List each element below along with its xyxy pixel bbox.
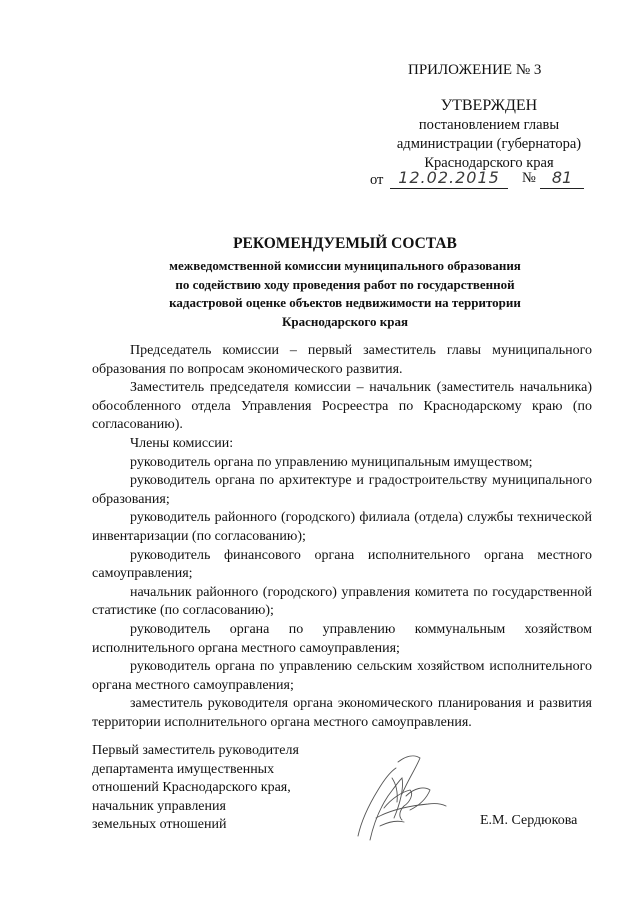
date-number-line	[370, 166, 600, 192]
member-item: руководитель органа по архитектуре и градостроительству муниципального образования;	[92, 473, 592, 507]
member-item: начальник районного (городского) управления комитета по государственной статистике (по согласованию);	[92, 584, 592, 619]
member-item: руководитель районного (городского) филиала (отдела) службы технической инвентаризации (по согласованию);	[92, 510, 592, 544]
heading-subtitle-line: кадастровой оценке объектов недвижимости на территории	[169, 295, 521, 310]
position-line: начальник управления	[92, 798, 226, 814]
position-line: департамента имущественных	[92, 761, 275, 777]
approval-line: Краснодарского края	[424, 155, 554, 171]
signature-icon	[340, 748, 460, 848]
member-item: руководитель финансового органа исполнительного органа местного самоуправления;	[92, 547, 592, 582]
handwritten-number: 81	[540, 166, 584, 189]
heading-subtitle-line: по содействию ходу проведения работ по государственной	[175, 276, 515, 292]
approval-line: постановлением главы	[418, 117, 560, 133]
member-item: заместитель руководителя органа экономического планирования и развития территории исполнительного органа местного самоуправления.	[92, 696, 592, 730]
position-line: отношений Краснодарского края,	[92, 780, 291, 795]
members-heading: Члены комиссии:	[130, 435, 234, 451]
date-from-label: от	[370, 172, 384, 188]
document-body	[92, 342, 592, 732]
annex-label: ПРИЛОЖЕНИЕ № 3	[408, 62, 542, 78]
heading-subtitle-line: Краснодарского края	[281, 313, 409, 329]
number-label: №	[522, 170, 536, 186]
member-item: руководитель органа по управлению сельским хозяйством исполнительного органа местного самоуправления;	[92, 659, 592, 693]
heading-subtitle-line: межведомственной комиссии муниципального образования	[169, 258, 521, 273]
approval-block	[374, 96, 604, 173]
member-item: руководитель органа по управлению муниципальным имуществом;	[130, 454, 533, 470]
chairman-paragraph: Председатель комиссии – первый заместитель главы муниципального образования по вопросам экономического развития.	[92, 343, 592, 377]
member-item: руководитель органа по управлению коммунальным хозяйством исполнительного органа местного самоуправления;	[92, 621, 592, 656]
approval-title: УТВЕРЖДЕН	[440, 97, 538, 114]
position-line: земельных отношений	[92, 817, 227, 832]
signer-name: Е.М. Сердюкова	[480, 813, 578, 828]
document-heading	[110, 234, 580, 331]
signatory-position	[92, 742, 342, 835]
deputy-paragraph: Заместитель председателя комиссии – начальник (заместитель начальника) обособленного отдела Управления Росреестра по Краснодарскому краю (по согласованию).	[92, 380, 592, 433]
position-line: Первый заместитель руководителя	[92, 743, 299, 758]
handwritten-date: 12.02.2015	[390, 166, 508, 189]
approval-line: администрации (губернатора)	[396, 136, 582, 152]
heading-title: РЕКОМЕНДУЕМЫЙ СОСТАВ	[233, 235, 457, 252]
